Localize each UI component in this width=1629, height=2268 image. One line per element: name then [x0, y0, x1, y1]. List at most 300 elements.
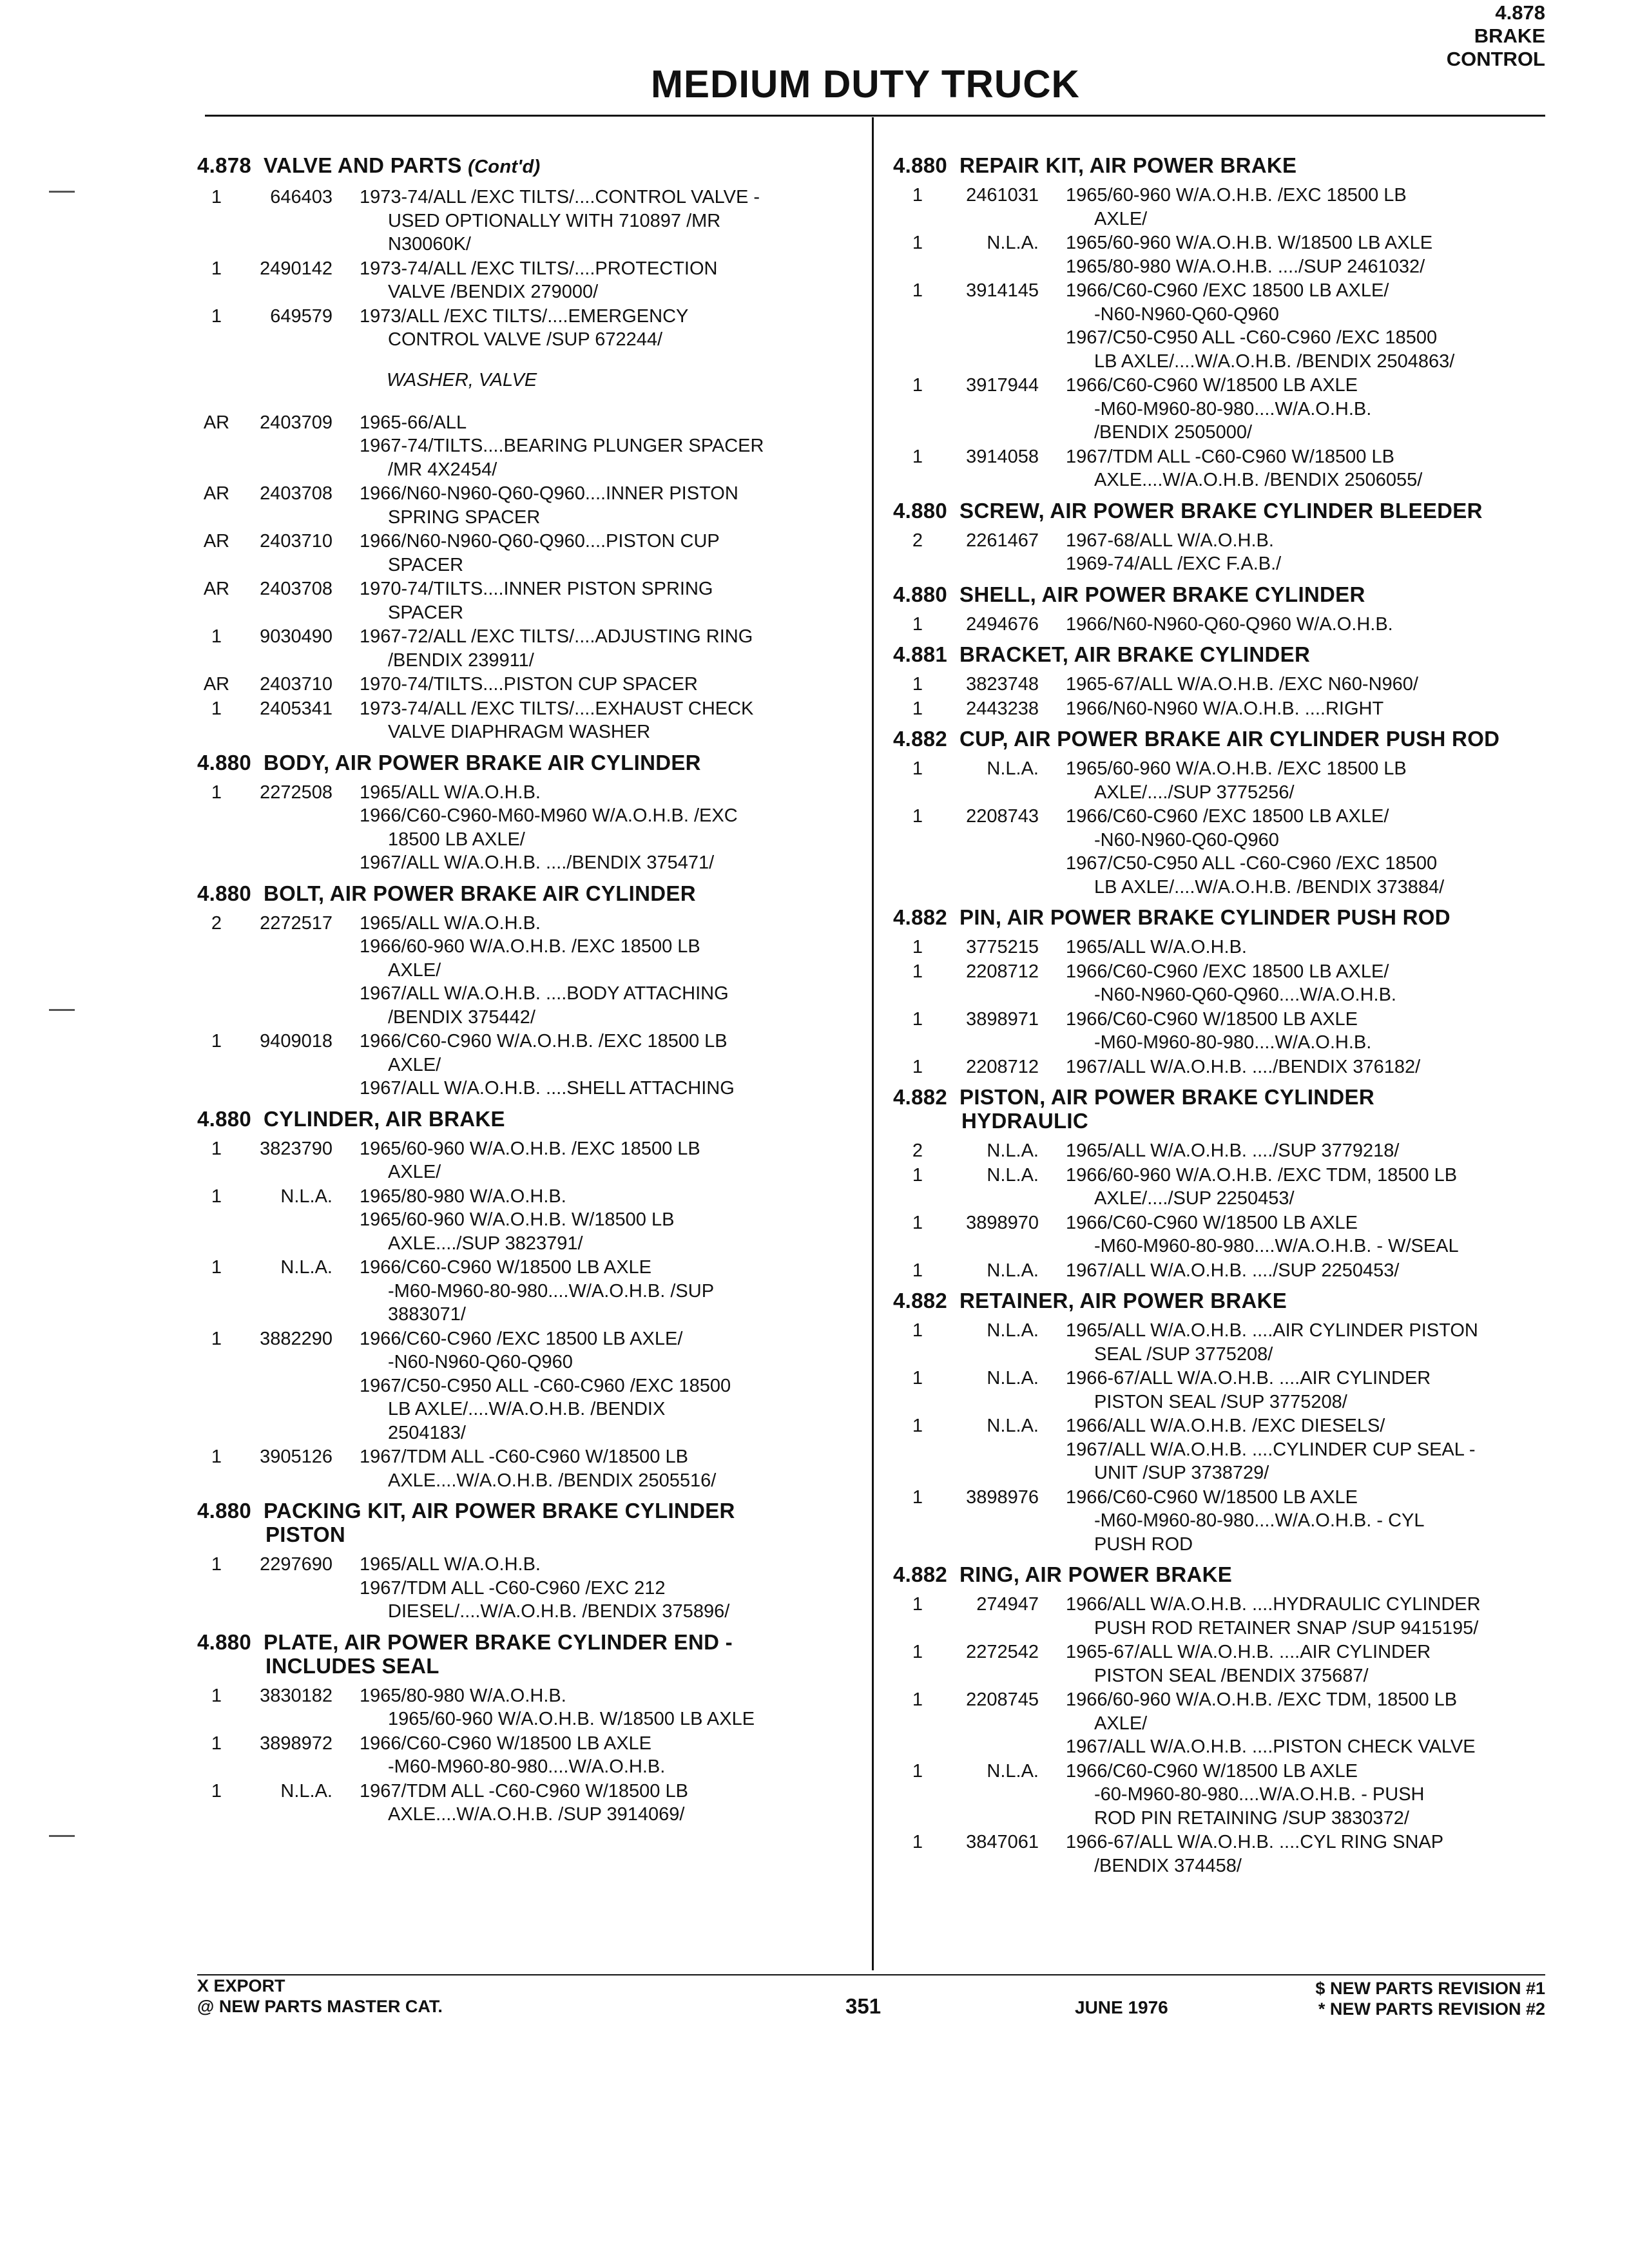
description-line: 1966/C60-C960 W/18500 LB AXLE: [1066, 375, 1358, 396]
part-entry: [893, 805, 1550, 899]
quantity: 2: [211, 912, 222, 934]
description-line: 1966/N60-N960-Q60-Q960....INNER PISTON: [360, 483, 738, 504]
description-line: 1966/C60-C960 W/18500 LB AXLE: [1066, 1486, 1358, 1508]
description-line: 1965/60-960 W/A.O.H.B. /EXC 18500 LB: [1066, 185, 1407, 206]
part-entry: [893, 1164, 1550, 1211]
description-line: 1965/ALL W/A.O.H.B. ..../SUP 3779218/: [1066, 1140, 1400, 1161]
part-number: N.L.A.: [987, 1760, 1039, 1782]
part-description: [333, 1732, 861, 1779]
parts-section: [893, 499, 1550, 576]
quantity: 1: [912, 280, 923, 301]
part-number: 9409018: [260, 1031, 333, 1052]
description-line: 1967/TDM ALL -C60-C960 /EXC 212: [360, 1577, 666, 1599]
description-line: -M60-M960-80-980....W/A.O.H.B. /SUP: [388, 1280, 715, 1302]
parts-section: [893, 642, 1550, 720]
quantity: AR: [203, 579, 230, 599]
master-catalog-legend: @ NEW PARTS MASTER CAT.: [197, 1997, 443, 2016]
description-line: 1967/TDM ALL -C60-C960 W/18500 LB: [360, 1446, 688, 1467]
description-line: UNIT /SUP 3738729/: [1094, 1463, 1269, 1483]
section-heading: [197, 1499, 861, 1546]
description-line: 1966/C60-C960 /EXC 18500 LB AXLE/: [1066, 280, 1389, 301]
quantity: 1: [912, 1056, 923, 1077]
part-number: N.L.A.: [280, 1257, 333, 1278]
part-description: [1039, 1139, 1550, 1163]
description-line: 1966/N60-N960-Q60-Q960....PISTON CUP: [360, 531, 720, 552]
description-line: 1967/TDM ALL -C60-C960 W/18500 LB: [360, 1780, 688, 1802]
description-line: ROD PIN RETAINING /SUP 3830372/: [1094, 1807, 1409, 1829]
description-line: 1966/C60-C960 W/18500 LB AXLE: [360, 1733, 652, 1754]
section-heading: [197, 881, 861, 905]
quantity: AR: [203, 412, 230, 433]
quantity: 1: [912, 1212, 923, 1233]
part-description: [1039, 1760, 1550, 1831]
part-entry: [893, 613, 1550, 637]
description-line: 1966/C60-C960 W/18500 LB AXLE: [360, 1257, 652, 1278]
part-description: [1039, 1319, 1550, 1366]
description-line: -M60-M960-80-980....W/A.O.H.B.: [388, 1756, 666, 1777]
part-number: 3898970: [966, 1212, 1039, 1233]
part-description: [1039, 1640, 1550, 1687]
part-description: [1039, 1259, 1550, 1283]
part-description: [333, 577, 861, 624]
quantity: AR: [203, 531, 230, 552]
section-heading-text: 4.880 REPAIR KIT, AIR POWER BRAKE: [893, 153, 1297, 177]
part-entry: [197, 186, 861, 256]
section-code: [1447, 1, 1545, 71]
part-number: 2403710: [260, 531, 333, 552]
description-line: 1966/N60-N960 W/A.O.H.B. ....RIGHT: [1066, 698, 1384, 719]
part-entry: [197, 1732, 861, 1779]
description-line: -N60-N960-Q60-Q960....W/A.O.H.B.: [1094, 985, 1396, 1005]
description-line: LB AXLE/....W/A.O.H.B. /BENDIX 373884/: [1094, 876, 1445, 898]
revision-2-legend: * NEW PARTS REVISION #2: [1318, 1999, 1545, 2019]
quantity: 1: [211, 1031, 222, 1052]
publication-date: JUNE 1976: [1075, 1997, 1168, 2017]
part-number: 2208712: [966, 961, 1039, 982]
description-line: AXLE....W/A.O.H.B. /BENDIX 2505516/: [388, 1470, 717, 1491]
part-description: [1039, 445, 1550, 492]
left-parts-column: [197, 147, 861, 1831]
parts-section: [893, 153, 1550, 492]
part-number: 2272508: [260, 782, 333, 803]
quantity: 1: [912, 1689, 923, 1710]
part-description: [333, 1553, 861, 1624]
part-entry: [893, 1139, 1550, 1163]
part-description: [1039, 1486, 1550, 1557]
description-line: 1966/ALL W/A.O.H.B. /EXC DIESELS/: [1066, 1416, 1385, 1436]
description-line: DIESEL/....W/A.O.H.B. /BENDIX 375896/: [388, 1601, 730, 1622]
section-heading-text: 4.880 SHELL, AIR POWER BRAKE CYLINDER: [893, 582, 1365, 606]
description-line: PISTON SEAL /SUP 3775208/: [1094, 1391, 1347, 1412]
description-line: 1973-74/ALL /EXC TILTS/....EXHAUST CHECK: [360, 698, 754, 719]
part-number: 9030490: [260, 626, 333, 647]
part-entry: [893, 1055, 1550, 1079]
description-line: 1966/C60-C960 W/18500 LB AXLE: [1066, 1008, 1358, 1030]
section-heading-text: 4.880 SCREW, AIR POWER BRAKE CYLINDER BLEEDER: [893, 498, 1483, 523]
part-description: [333, 1030, 861, 1100]
part-number: N.L.A.: [280, 1186, 333, 1207]
section-heading-text: 4.882 RETAINER, AIR POWER BRAKE: [893, 1289, 1287, 1312]
quantity: 1: [912, 1594, 923, 1615]
description-line: 1965/60-960 W/A.O.H.B. /EXC 18500 LB: [1066, 758, 1407, 779]
parts-section: [893, 582, 1550, 637]
part-number: 3898972: [260, 1733, 333, 1754]
part-description: [1039, 673, 1550, 697]
part-description: [333, 1445, 861, 1492]
description-line: 1966/C60-C960 /EXC 18500 LB AXLE/: [1066, 806, 1389, 827]
description-line: AXLE/: [1094, 1713, 1148, 1734]
quantity: 1: [912, 1260, 923, 1281]
part-description: [1039, 613, 1550, 637]
part-entry: [893, 1593, 1550, 1640]
part-description: [1039, 529, 1550, 576]
part-entry: [893, 697, 1550, 721]
part-entry: [893, 184, 1550, 231]
section-heading: [893, 727, 1550, 751]
quantity: 1: [912, 1642, 923, 1662]
parts-section: [893, 1085, 1550, 1282]
description-line: 1965/ALL W/A.O.H.B.: [360, 782, 541, 803]
part-description: [1039, 1593, 1550, 1640]
part-number: 3823790: [260, 1138, 333, 1159]
part-number: 3898971: [966, 1008, 1039, 1030]
description-line: VALVE DIAPHRAGM WASHER: [388, 722, 651, 742]
quantity: 1: [912, 806, 923, 827]
section-heading: [893, 642, 1550, 666]
part-number: 2208745: [966, 1689, 1039, 1710]
quantity: 1: [912, 1368, 923, 1389]
description-line: AXLE/..../SUP 2250453/: [1094, 1188, 1295, 1209]
description-line: 1967/TDM ALL -C60-C960 W/18500 LB: [1066, 446, 1394, 467]
description-line: 1966-67/ALL W/A.O.H.B. ....AIR CYLINDER: [1066, 1368, 1431, 1389]
description-line: 1967/ALL W/A.O.H.B. ..../SUP 2250453/: [1066, 1260, 1400, 1281]
section-heading-text: 4.880 BOLT, AIR POWER BRAKE AIR CYLINDER: [197, 881, 696, 905]
part-description: [1039, 374, 1550, 445]
parts-section: [197, 751, 861, 875]
part-description: [1039, 960, 1550, 1007]
part-entry: [197, 257, 861, 304]
part-entry: [197, 1137, 861, 1184]
description-line: 1967-72/ALL /EXC TILTS/....ADJUSTING RING: [360, 626, 753, 647]
part-number: 3917944: [966, 375, 1039, 396]
description-line: AXLE/: [1094, 208, 1148, 229]
part-entry: [893, 1211, 1550, 1258]
part-number: N.L.A.: [987, 1320, 1039, 1341]
quantity: 1: [912, 446, 923, 467]
part-description: [333, 186, 861, 256]
part-entry: [893, 936, 1550, 959]
description-line: 1967-74/TILTS....BEARING PLUNGER SPACER: [360, 436, 764, 456]
page-title: MEDIUM DUTY TRUCK: [651, 62, 1080, 106]
description-line: 1966/C60-C960 W/18500 LB AXLE: [1066, 1760, 1358, 1782]
description-line: SEAL /SUP 3775208/: [1094, 1343, 1273, 1365]
description-line: 1967/ALL W/A.O.H.B. ..../BENDIX 375471/: [360, 852, 715, 873]
part-entry: [893, 1367, 1550, 1414]
part-description: [333, 697, 861, 744]
part-number: 2494676: [966, 613, 1039, 635]
section-heading-continuation: HYDRAULIC: [961, 1109, 1089, 1133]
description-line: 1967/ALL W/A.O.H.B. ....PISTON CHECK VALVE: [1066, 1736, 1476, 1757]
part-entry: [197, 1030, 861, 1100]
parts-section: [893, 1562, 1550, 1878]
part-entry: [893, 529, 1550, 576]
description-line: SPACER: [388, 602, 464, 623]
part-entry: [893, 1486, 1550, 1557]
quantity: AR: [203, 674, 230, 695]
description-line: VALVE /BENDIX 279000/: [388, 282, 599, 302]
section-heading: [893, 1562, 1550, 1586]
part-description: [333, 781, 861, 875]
quantity: 1: [211, 187, 222, 207]
description-line: 1973-74/ALL /EXC TILTS/....PROTECTION: [360, 258, 718, 279]
description-line: SPRING SPACER: [388, 506, 541, 528]
parts-section: [197, 881, 861, 1100]
parts-section: [197, 153, 861, 352]
description-line: AXLE/: [388, 1054, 441, 1075]
description-line: 1965/ALL W/A.O.H.B.: [1066, 937, 1247, 957]
description-line: 1965-67/ALL W/A.O.H.B. ....AIR CYLINDER: [1066, 1642, 1431, 1662]
part-number: 2490142: [260, 258, 333, 279]
description-line: 1967/ALL W/A.O.H.B. ....CYLINDER CUP SEAL -: [1066, 1439, 1476, 1460]
quantity: 1: [211, 1328, 222, 1349]
part-number: 2461031: [966, 185, 1039, 206]
part-entry: [893, 1319, 1550, 1366]
quantity: 1: [211, 1446, 222, 1467]
description-line: 1966/60-960 W/A.O.H.B. /EXC 18500 LB: [360, 936, 700, 957]
description-line: 1966/ALL W/A.O.H.B. ....HYDRAULIC CYLINDER: [1066, 1594, 1481, 1615]
part-description: [333, 411, 861, 482]
description-line: 1967/C50-C950 ALL -C60-C960 /EXC 18500: [360, 1375, 731, 1396]
description-line: 1965/60-960 W/A.O.H.B. W/18500 LB AXLE: [388, 1709, 755, 1729]
column-divider: [872, 117, 874, 1970]
quantity: 1: [912, 185, 923, 206]
description-line: 1965/ALL W/A.O.H.B. ....AIR CYLINDER PISTON: [1066, 1320, 1478, 1341]
description-line: 1966/C60-C960 W/18500 LB AXLE: [1066, 1212, 1358, 1233]
part-entry: [893, 445, 1550, 492]
description-line: N30060K/: [388, 234, 471, 255]
part-number: 2272517: [260, 912, 333, 934]
part-description: [333, 673, 861, 697]
description-line: USED OPTIONALLY WITH 710897 /MR: [388, 210, 721, 231]
part-description: [1039, 1164, 1550, 1211]
part-description: [333, 625, 861, 672]
section-heading-continuation: INCLUDES SEAL: [265, 1653, 439, 1678]
revision-1-legend: $ NEW PARTS REVISION #1: [1315, 1979, 1545, 1998]
part-number: 3898976: [966, 1486, 1039, 1508]
description-line: 1966/60-960 W/A.O.H.B. /EXC TDM, 18500 LB: [1066, 1164, 1458, 1186]
part-number: 2405341: [260, 698, 333, 719]
part-description: [1039, 805, 1550, 899]
description-line: PUSH ROD: [1094, 1533, 1193, 1555]
description-line: AXLE/: [388, 1162, 441, 1182]
description-line: LB AXLE/....W/A.O.H.B. /BENDIX: [388, 1399, 666, 1419]
description-line: 1966/60-960 W/A.O.H.B. /EXC TDM, 18500 LB: [1066, 1689, 1458, 1710]
part-entry: [893, 1008, 1550, 1055]
part-description: [1039, 936, 1550, 959]
part-entry: [893, 1760, 1550, 1831]
section-heading-text: 4.880 BODY, AIR POWER BRAKE AIR CYLINDER: [197, 750, 701, 774]
part-description: [1039, 231, 1550, 278]
description-line: 1967/ALL W/A.O.H.B. ....BODY ATTACHING: [360, 983, 729, 1004]
section-heading-text: 4.880 PACKING KIT, AIR POWER BRAKE CYLINDER: [197, 1499, 735, 1523]
section-heading: [197, 1107, 861, 1131]
description-line: 1965/60-960 W/A.O.H.B. /EXC 18500 LB: [360, 1138, 700, 1159]
part-description: [1039, 1367, 1550, 1414]
parts-section: [893, 1289, 1550, 1556]
part-description: [1039, 1414, 1550, 1485]
section-subcategory: CONTROL: [1446, 48, 1545, 70]
quantity: 1: [211, 698, 222, 719]
part-description: [333, 257, 861, 304]
description-line: 2504183/: [388, 1422, 466, 1443]
description-line: /BENDIX 2505000/: [1094, 422, 1253, 443]
part-description: [333, 1684, 861, 1731]
part-number: 2403708: [260, 579, 333, 599]
quantity: 2: [912, 1140, 923, 1161]
parts-section: [197, 1499, 861, 1624]
part-entry: [197, 1445, 861, 1492]
part-description: [333, 1780, 861, 1827]
part-description: [1039, 184, 1550, 231]
part-description: [333, 482, 861, 529]
part-number: N.L.A.: [987, 233, 1039, 253]
description-line: 1965-66/ALL: [360, 412, 467, 433]
description-line: AXLE..../SUP 3823791/: [388, 1233, 583, 1254]
description-line: AXLE....W/A.O.H.B. /BENDIX 2506055/: [1094, 470, 1423, 490]
section-heading-text: 4.881 BRACKET, AIR BRAKE CYLINDER: [893, 642, 1311, 666]
part-number: 3823748: [966, 674, 1039, 695]
quantity: AR: [203, 483, 230, 504]
quantity: 2: [912, 530, 923, 551]
part-entry: [893, 231, 1550, 278]
quantity: 1: [912, 1008, 923, 1030]
part-description: [1039, 697, 1550, 721]
section-heading-text: 4.882 PIN, AIR POWER BRAKE CYLINDER PUSH ROD: [893, 905, 1451, 929]
quantity: 1: [211, 258, 222, 279]
part-description: [1039, 757, 1550, 804]
part-entry: [893, 1688, 1550, 1759]
quantity: 1: [912, 1416, 923, 1436]
part-entry: [893, 1259, 1550, 1283]
part-number: N.L.A.: [987, 1260, 1039, 1281]
part-description: [1039, 1688, 1550, 1759]
margin-tick-mark: [49, 1009, 75, 1011]
part-number: 3905126: [260, 1446, 333, 1467]
quantity: 1: [211, 1554, 222, 1575]
right-parts-column: [893, 147, 1550, 1881]
section-heading-text: 4.882 PISTON, AIR POWER BRAKE CYLINDER: [893, 1085, 1374, 1109]
part-entry: [197, 1327, 861, 1445]
quantity: 1: [912, 961, 923, 982]
description-line: 1966/N60-N960-Q60-Q960 W/A.O.H.B.: [1066, 613, 1393, 635]
quantity: 1: [912, 937, 923, 957]
quantity: 1: [211, 782, 222, 803]
part-description: [1039, 1211, 1550, 1258]
parts-section: [197, 1107, 861, 1493]
description-line: PUSH ROD RETAINER SNAP /SUP 9415195/: [1094, 1617, 1479, 1639]
part-entry: [893, 1414, 1550, 1485]
quantity: 1: [211, 626, 222, 647]
description-line: 1967/ALL W/A.O.H.B. ..../BENDIX 376182/: [1066, 1056, 1421, 1077]
part-entry: [893, 279, 1550, 373]
part-entry: [893, 673, 1550, 697]
description-line: /BENDIX 239911/: [388, 649, 534, 671]
description-line: 18500 LB AXLE/: [388, 829, 525, 850]
part-number: 3775215: [966, 937, 1039, 957]
part-entry: [893, 757, 1550, 804]
description-line: 1965/60-960 W/A.O.H.B. W/18500 LB AXLE: [1066, 233, 1433, 253]
part-number: N.L.A.: [280, 1780, 333, 1802]
quantity: 1: [912, 1832, 923, 1852]
description-line: 1967-68/ALL W/A.O.H.B.: [1066, 530, 1274, 551]
footer-legend-right: [1315, 1978, 1545, 2019]
part-description: [333, 1185, 861, 1256]
description-line: CONTROL VALVE /SUP 672244/: [388, 329, 663, 350]
section-heading: [197, 153, 861, 179]
description-line: -60-M960-80-980....W/A.O.H.B. - PUSH: [1094, 1784, 1425, 1805]
part-number: N.L.A.: [987, 1164, 1039, 1186]
part-number: 274947: [976, 1594, 1039, 1615]
header-rule: [205, 115, 1545, 117]
page-number: 351: [845, 1994, 882, 2018]
quantity: 1: [211, 305, 222, 327]
part-entry: [197, 1780, 861, 1827]
quantity: 1: [912, 375, 923, 396]
quantity: 1: [912, 758, 923, 779]
description-line: 1967/C50-C950 ALL -C60-C960 /EXC 18500: [1066, 853, 1438, 874]
description-line: 1966/C60-C960 W/A.O.H.B. /EXC 18500 LB: [360, 1031, 728, 1052]
description-line: 1973-74/ALL /EXC TILTS/....CONTROL VALVE -: [360, 187, 760, 207]
quantity: 1: [211, 1257, 222, 1278]
description-line: LB AXLE/....W/A.O.H.B. /BENDIX 2504863/: [1094, 351, 1455, 372]
parts-section: [197, 369, 861, 744]
description-line: 1970-74/TILTS....PISTON CUP SPACER: [360, 674, 698, 695]
part-description: [333, 1137, 861, 1184]
part-description: [333, 912, 861, 1030]
quantity: 1: [912, 1486, 923, 1508]
description-line: 1969-74/ALL /EXC F.A.B./: [1066, 553, 1282, 574]
description-line: 1967/ALL W/A.O.H.B. ....SHELL ATTACHING: [360, 1078, 735, 1099]
description-line: 1970-74/TILTS....INNER PISTON SPRING: [360, 579, 713, 599]
part-description: [333, 1327, 861, 1445]
part-entry: [197, 411, 861, 482]
part-number: 2403708: [260, 483, 333, 504]
section-heading-text: 4.882 CUP, AIR POWER BRAKE AIR CYLINDER PUSH ROD: [893, 727, 1500, 751]
part-number: 3914058: [966, 446, 1039, 467]
quantity: 1: [912, 1760, 923, 1782]
part-entry: [197, 625, 861, 672]
part-description: [333, 1256, 861, 1327]
part-entry: [197, 697, 861, 744]
part-number: 3830182: [260, 1685, 333, 1706]
part-number: 2261467: [966, 530, 1039, 551]
quantity: 1: [211, 1780, 222, 1802]
part-entry: [197, 912, 861, 1030]
part-number: 2403709: [260, 412, 333, 433]
part-number: 2443238: [966, 698, 1039, 719]
description-line: PISTON SEAL /BENDIX 375687/: [1094, 1665, 1369, 1686]
continued-label: (Cont'd): [468, 157, 541, 177]
quantity: 1: [912, 698, 923, 719]
part-number: 646403: [270, 187, 333, 207]
parts-section: [893, 905, 1550, 1079]
section-category: BRAKE: [1474, 24, 1545, 47]
section-heading-text: 4.878 VALVE AND PARTS: [197, 153, 468, 177]
quantity: 1: [912, 1164, 923, 1186]
section-heading-text: 4.880 CYLINDER, AIR BRAKE: [197, 1106, 505, 1131]
section-heading: [893, 582, 1550, 606]
part-number: N.L.A.: [987, 1140, 1039, 1161]
